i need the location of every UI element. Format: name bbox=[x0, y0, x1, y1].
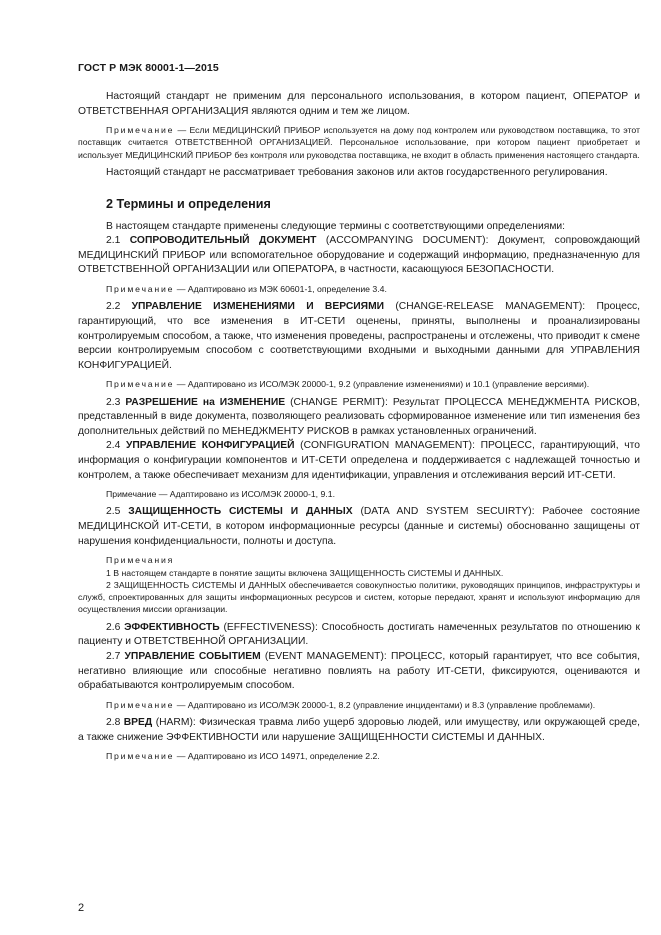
term-number: 2.2 bbox=[106, 301, 132, 313]
term-number: 2.4 bbox=[106, 440, 126, 452]
term-number: 2.5 bbox=[106, 506, 129, 518]
regulation-paragraph: Настоящий стандарт не рассматривает требования законов или актов государственного регулирования. bbox=[106, 167, 608, 179]
term-2-6 bbox=[78, 621, 640, 650]
term-number: 2.6 bbox=[106, 621, 125, 633]
scope-paragraph: Настоящий стандарт не применим для персонального использования, в котором пациент, ОПЕРАТОР и ОТВЕТСТВЕННАЯ ОРГАНИЗАЦИЯ являются одним и тем же лицом. bbox=[78, 91, 640, 117]
term-name: СОПРОВОДИТЕЛЬНЫЙ ДОКУМЕНТ bbox=[129, 235, 317, 247]
section-title: 2 Термины и определения bbox=[106, 196, 271, 211]
term-2-1 bbox=[78, 234, 640, 278]
note-text: — Адаптировано из ИСО/МЭК 20000-1, 9.2 (управление изменениями) и 10.1 (управление версиями). bbox=[174, 379, 590, 390]
term-definition: (ACCOMPANYING DOCUMENT): Документ, сопровождающий МЕДИЦИНСКИЙ ПРИБОР или вспомогательное оборудование и содержащий информацию, предназначенную для ОТВЕТСТВЕННОЙ ОРГАНИЗАЦИИ или ОПЕРАТОРА, в частности, касающуюся БЕЗОПАСНОСТИ. bbox=[78, 235, 640, 276]
note-2-5-item-1: 1 В настоящем стандарте в понятие защиты включена ЗАЩИЩЕННОСТЬ СИСТЕМЫ И ДАННЫХ. bbox=[106, 567, 504, 578]
term-definition: (HARM): Физическая травма либо ущерб здоровью людей, или имуществу, или окружающей среде, а также снижение ЭФФЕКТИВНОСТИ или нарушение ЗАЩИЩЕННОСТИ СИСТЕМЫ И ДАННЫХ. bbox=[78, 717, 640, 743]
note-2-8 bbox=[78, 750, 640, 762]
term-name: ВРЕД bbox=[123, 717, 153, 728]
note-label: Примечание bbox=[106, 699, 175, 710]
document-body bbox=[78, 90, 640, 762]
term-definition: (CHANGE-RELEASE MANAGEMENT): Процесс, гарантирующий, что все изменения в ИТ-СЕТИ оценены, приняты, выполнены и проанализированы контролируемым способом, а также, что изменения проведены, распространены и отслежены, что приводит к смене версии контролируемым способом с соответствующими входными и выходными данными для УПРАВЛЕНИЯ КОНФИГУРАЦИЕЙ. bbox=[78, 301, 640, 371]
term-name: ЗАЩИЩЕННОСТЬ СИСТЕМЫ И ДАННЫХ bbox=[128, 506, 353, 518]
term-definition: (EFFECTIVENESS): Способность достигать намеченных результатов по отношению к пациенту и ОТВЕТСТВЕННОЙ ОРГАНИЗАЦИИ. bbox=[78, 621, 640, 648]
term-2-7 bbox=[78, 650, 640, 694]
note-2-1 bbox=[78, 283, 640, 295]
term-name: УПРАВЛЕНИЕ СОБЫТИЕМ bbox=[124, 650, 261, 662]
page-number: 2 bbox=[78, 902, 85, 914]
note-2-7 bbox=[78, 699, 640, 711]
term-definition: (EVENT MANAGEMENT): ПРОЦЕСС, который гарантирует, что все события, негативно влияющие или способные негативно повлиять на работу ИТ-СЕТИ, фиксируются, оцениваются и обрабатываются контролируемым способом. bbox=[78, 650, 640, 692]
term-2-8 bbox=[78, 716, 640, 745]
term-number: 2.1 bbox=[106, 235, 130, 247]
note-2-5-item-2: 2 ЗАЩИЩЕННОСТЬ СИСТЕМЫ И ДАННЫХ обеспечивается совокупностью политики, руководящих принципов, инфраструктуры и служб, спроектированных для защиты информационных ресурсов и систем, которые передают, хранят и используют информацию для осуществления миссии организации. bbox=[78, 579, 640, 615]
note-label: Примечания bbox=[106, 555, 175, 566]
note-text: — Адаптировано из ИСО/МЭК 20000-1, 8.2 (управление инцидентами) и 8.3 (управление проблемами). bbox=[174, 699, 596, 710]
term-name: УПРАВЛЕНИЕ КОНФИГУРАЦИЕЙ bbox=[125, 440, 295, 452]
note-text: — Адаптировано из ИСО 14971, определение 2.2. bbox=[174, 751, 380, 762]
term-name: РАЗРЕШЕНИЕ на ИЗМЕНЕНИЕ bbox=[125, 396, 286, 408]
note-label: Примечание bbox=[106, 125, 175, 136]
term-2-3 bbox=[78, 396, 640, 440]
notes-heading bbox=[78, 554, 640, 566]
note-text: — Если МЕДИЦИНСКИЙ ПРИБОР используется на дому под контролем или руководством поставщика, то этот поставщик считается ОТВЕТСТВЕННОЙ ОРГАНИЗАЦИЕЙ. Персональное использование, при котором пациент приобретает и использует МЕДИЦИНСКИЙ ПРИБОР без контроля или руководства поставщика, не входит в область применения настоящего стандарта. bbox=[78, 125, 640, 160]
term-2-5 bbox=[78, 505, 640, 549]
term-name: УПРАВЛЕНИЕ ИЗМЕНЕНИЯМИ И ВЕРСИЯМИ bbox=[131, 301, 385, 313]
term-definition: (DATA AND SYSTEM SECUIRTY): Рабочее состояние МЕДИЦИНСКОЙ ИТ-СЕТИ, в котором информационные ресурсы (данные и системы) обоснованно защищены от нарушения конфиденциальности, полноты и доступа. bbox=[78, 506, 640, 547]
term-2-2 bbox=[78, 300, 640, 373]
note-2-4: Примечание — Адаптировано из ИСО/МЭК 20000-1, 9.1. bbox=[106, 489, 335, 500]
term-2-4 bbox=[78, 439, 640, 483]
note-label: Примечание bbox=[106, 379, 175, 390]
note-text: — Адаптировано из МЭК 60601-1, определение 3.4. bbox=[174, 284, 387, 295]
term-number: 2.8 bbox=[106, 717, 124, 728]
term-definition: (CONFIGURATION MANAGEMENT): ПРОЦЕСС, гарантирующий, что информация о конфигурации компонентов и ИТ-СЕТИ определена и поддерживается с надлежащей точностью и контролем, а также обеспечивает механизм для идентификации, управления и отслеживания версий ИТ-СЕТИ. bbox=[78, 440, 640, 481]
standard-header: ГОСТ Р МЭК 80001-1—2015 bbox=[78, 62, 219, 74]
definitions-lead: В настоящем стандарте применены следующие термины с соответствующими определениями: bbox=[106, 220, 566, 232]
term-definition: (CHANGE PERMIT): Результат ПРОЦЕССА МЕНЕДЖМЕНТА РИСКОВ, представленный в виде документа, позволяющего реализовать сформированное изменение или тип изменения без дополнительных действий по МЕНЕДЖМЕНТУ РИСКОВ в рамках установленных ограничений. bbox=[78, 396, 640, 437]
scope-note bbox=[78, 124, 640, 161]
term-number: 2.3 bbox=[106, 396, 126, 408]
term-number: 2.7 bbox=[106, 650, 125, 662]
note-label: Примечание bbox=[106, 751, 175, 762]
note-label: Примечание bbox=[106, 284, 175, 295]
note-2-2 bbox=[78, 378, 640, 390]
term-name: ЭФФЕКТИВНОСТЬ bbox=[124, 621, 220, 633]
